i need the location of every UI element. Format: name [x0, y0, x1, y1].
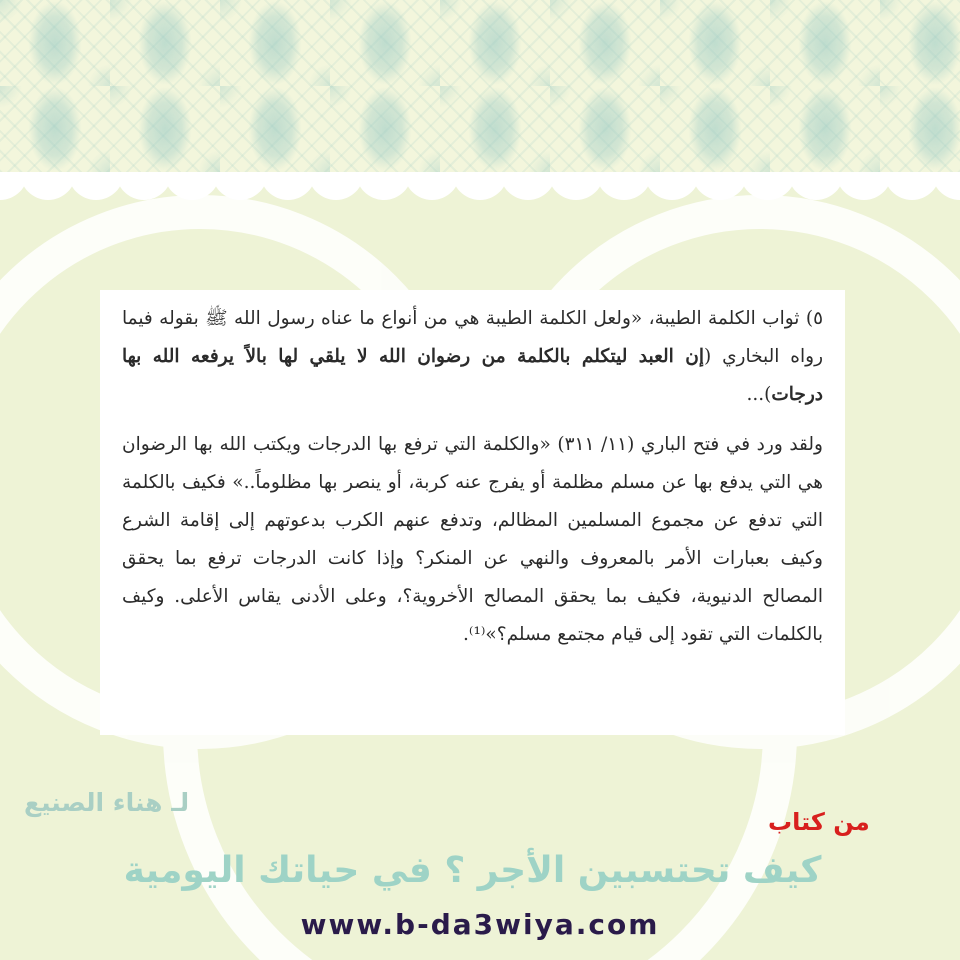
damask-pattern-banner: [0, 0, 960, 172]
paragraph-2: ولقد ورد في فتح الباري (١١/ ٣١١) «والكلمة التي ترفع بها الدرجات ويكتب الله بها الرضوان هي التي يدفع بها عن مسلم مظلمة أو يفرج عنه كربة، أو ينصر بها مظلوماً..» فكيف بالكلمة التي تدفع عن مجموع المسلمين المظالم، وتدفع عنهم الكرب بدعوتهم إلى إقامة الشرع وكيف بعبارات الأمر بالمعروف والنهي عن المنكر؟ وإذا كانت الدرجات ترفع بما يحقق المصالح الدنيوية، فكيف بما يحقق المصالح الأخروية؟، وعلى الأدنى يقاس الأعلى. وكيف بالكلمات التي تقود إلى قيام مجتمع مسلم؟»⁽¹⁾.: [122, 434, 823, 645]
website-link[interactable]: www.b-da3wiya.com: [300, 908, 660, 941]
quote-text-block: [100, 290, 845, 735]
paragraph-1: [122, 300, 823, 414]
book-title: كيف تحتسبين الأجر ؟ في حياتك اليومية: [123, 850, 822, 891]
author-name: لـ هناء الصنيع: [24, 788, 190, 817]
paragraph-1-intro: ٥) ثواب الكلمة الطيبة، «ولعل الكلمة الطيبة هي من أنواع ما عناه رسول الله ﷺ بقوله فيما رواه البخاري (: [122, 308, 824, 367]
paragraph-1-ending: )...: [746, 384, 772, 405]
hadith-quote: إن العبد ليتكلم بالكلمة من رضوان الله لا يلقي لها بالاً يرفعه الله بها درجات: [122, 346, 823, 405]
from-book-label: من كتاب: [768, 808, 870, 836]
